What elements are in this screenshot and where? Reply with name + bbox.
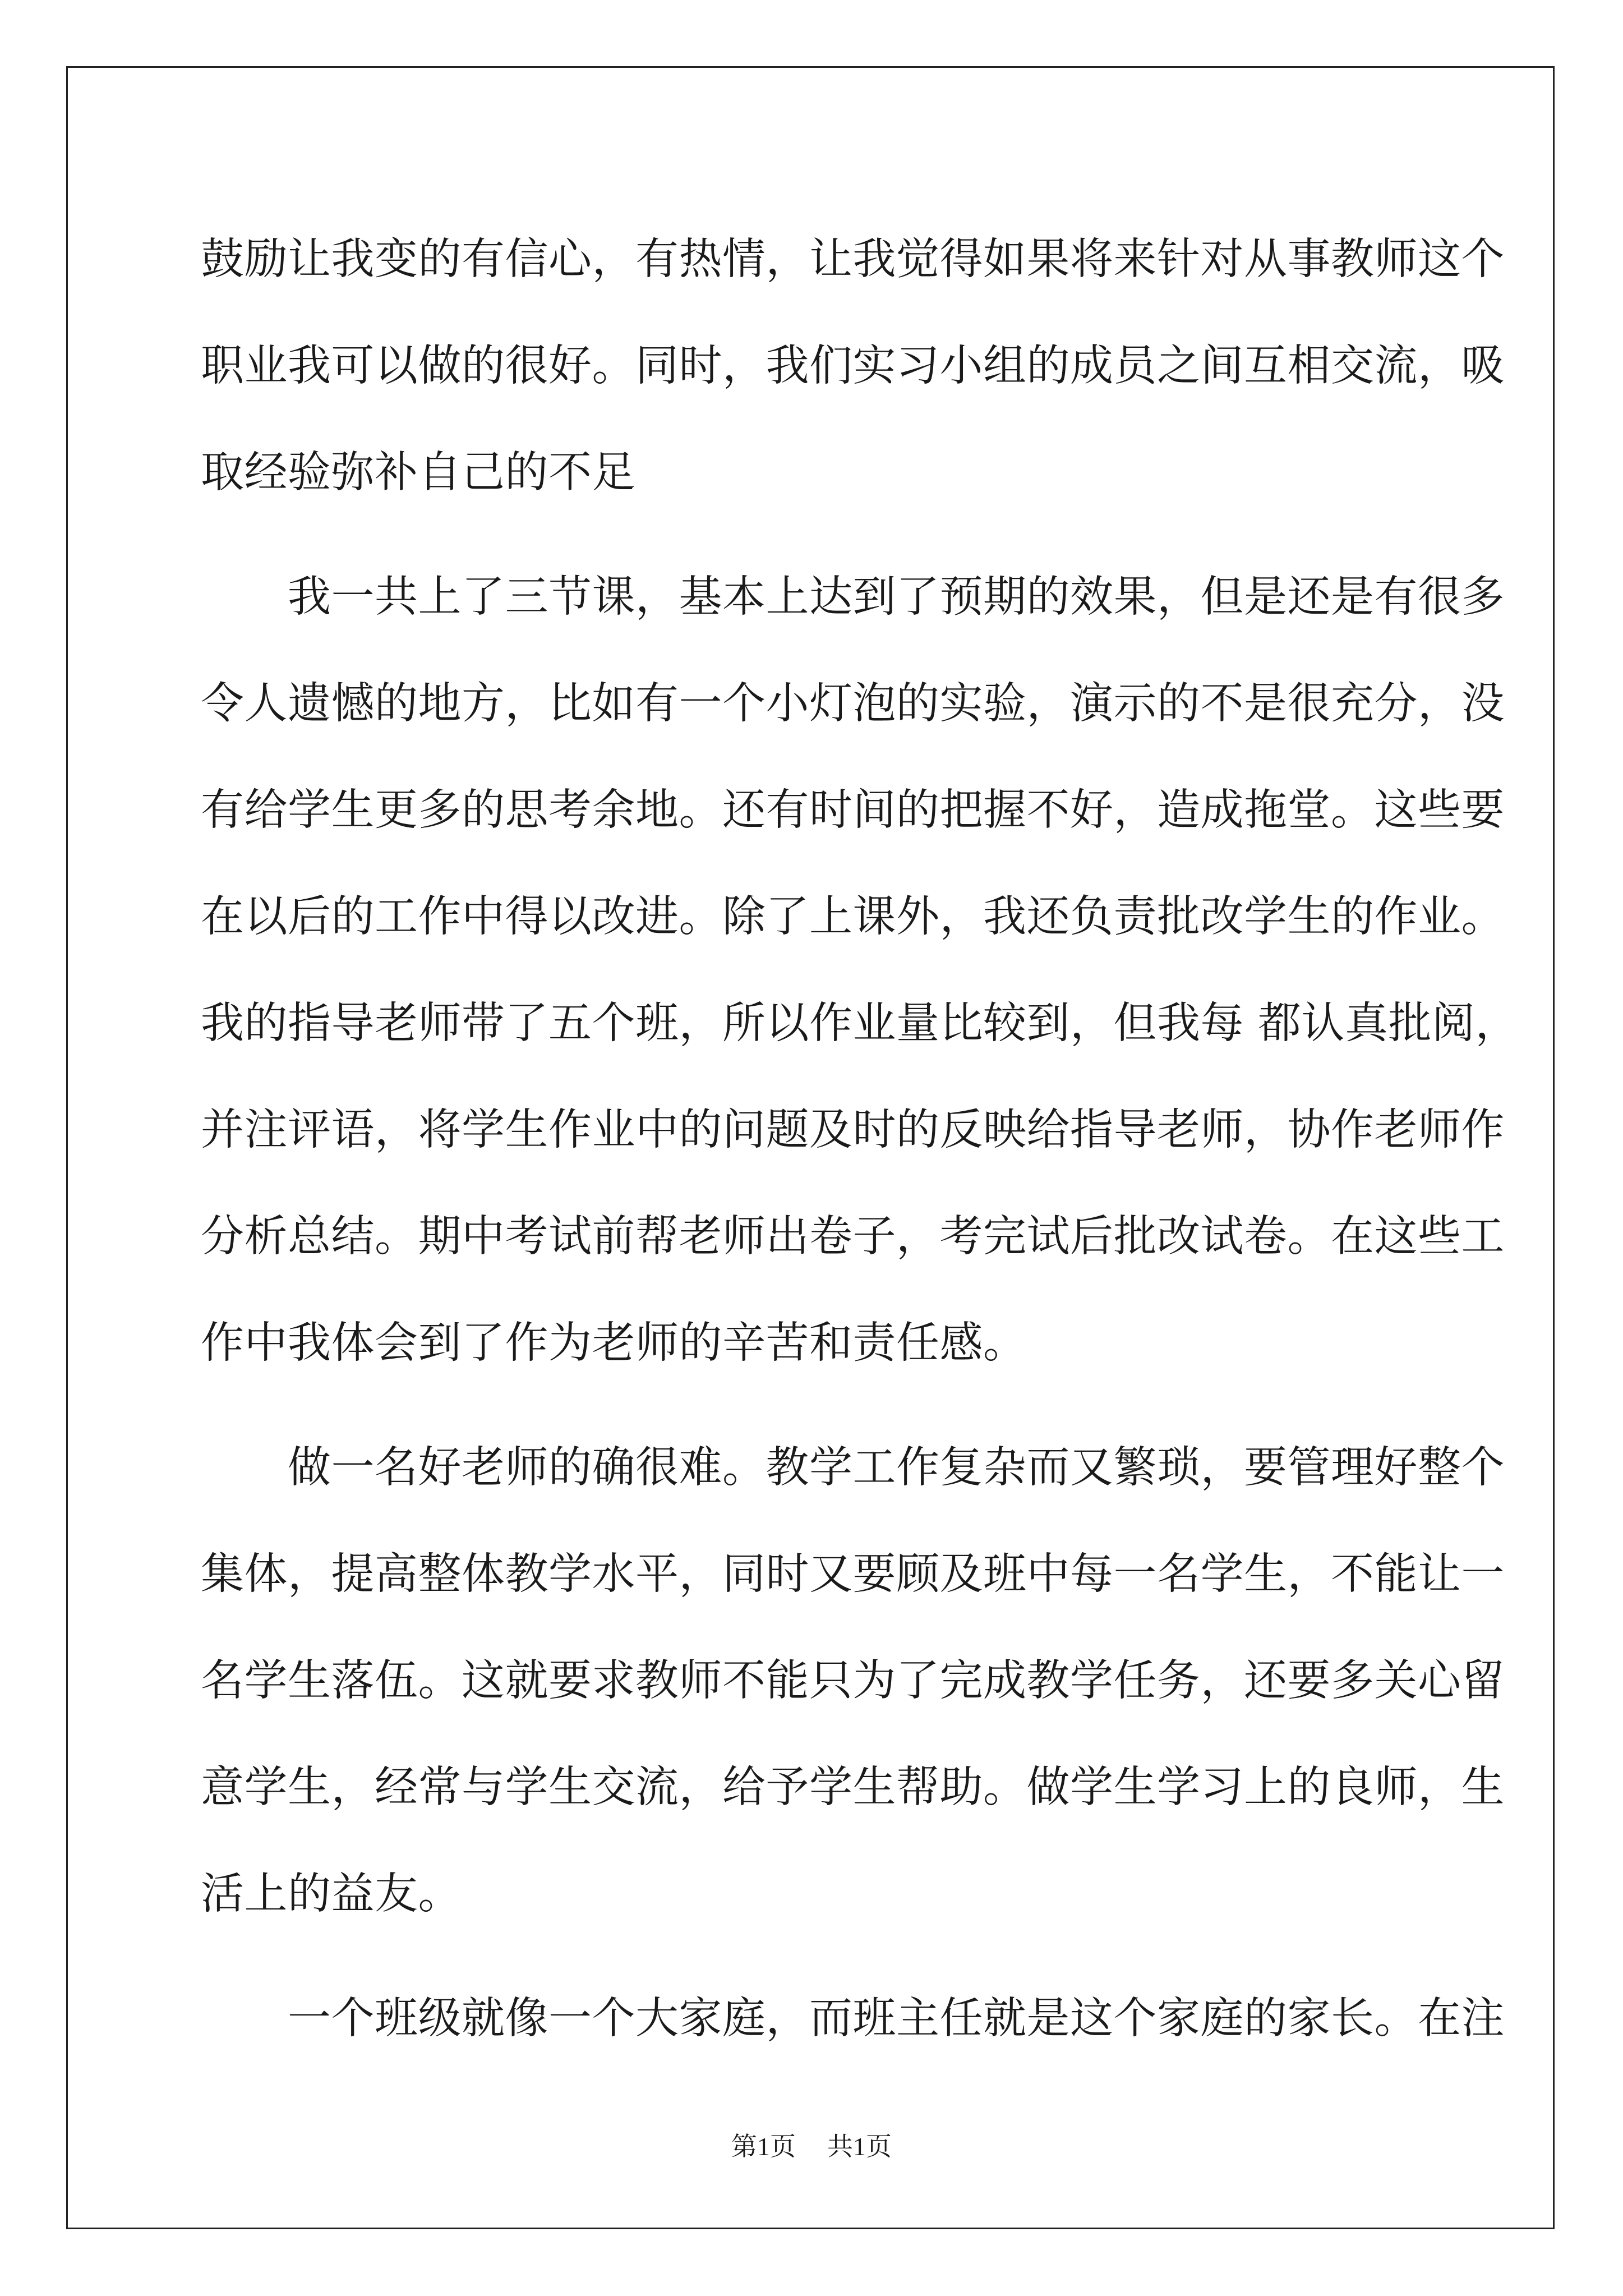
text-line: 名学生落伍。这就要求教师不能只为了完成教学任务，还要多关心留 <box>201 1656 1505 1706</box>
text-line: 集体，提高整体教学水平，同时又要顾及班中每一名学生，不能让一 <box>201 1549 1505 1599</box>
document-body <box>201 206 1519 2072</box>
text-line: 鼓励让我变的有信心，有热情，让我觉得如果将来针对从事教师这个 <box>201 234 1505 284</box>
page-footer <box>0 2126 1623 2163</box>
page-number: 第1页 <box>731 2132 796 2161</box>
text-line: 并注评语，将学生作业中的问题及时的反映给指导老师，协作老师作 <box>201 1105 1505 1155</box>
text-line: 我的指导老师带了五个班，所以作业量比较到，但我每 都认真批阅， <box>201 999 1519 1048</box>
page-total: 共1页 <box>827 2132 892 2161</box>
text-line: 取经验弥补自己的不足 <box>201 448 635 498</box>
text-line: 有给学生更多的思考余地。还有时间的把握不好，造成拖堂。这些要 <box>201 785 1505 835</box>
text-line: 我一共上了三节课，基本上达到了预期的效果，但是还是有很多 <box>201 572 1505 622</box>
text-line: 分析总结。期中考试前帮老师出卷子，考完试后批改试卷。在这些工 <box>201 1212 1505 1262</box>
paragraph <box>201 1415 1505 1948</box>
text-line: 在以后的工作中得以改进。除了上课外，我还负责批改学生的作业。 <box>201 892 1505 942</box>
paragraph <box>201 206 1505 526</box>
text-line: 活上的益友。 <box>201 1869 462 1919</box>
text-line: 令人遗憾的地方，比如有一个小灯泡的实验，演示的不是很充分，没 <box>201 679 1505 729</box>
text-line: 作中我体会到了作为老师的辛苦和责任感。 <box>201 1318 1027 1368</box>
text-line: 一个班级就像一个大家庭，而班主任就是这个家庭的家长。在注 <box>201 1994 1505 2044</box>
text-line: 做一名好老师的确很难。教学工作复杂而又繁琐，要管理好整个 <box>201 1443 1505 1493</box>
text-line: 职业我可以做的很好。同时，我们实习小组的成员之间互相交流，吸 <box>201 341 1505 391</box>
paragraph <box>201 1966 1505 2072</box>
paragraph <box>201 544 1519 1397</box>
text-line: 意学生，经常与学生交流，给予学生帮助。做学生学习上的良师，生 <box>201 1763 1505 1812</box>
